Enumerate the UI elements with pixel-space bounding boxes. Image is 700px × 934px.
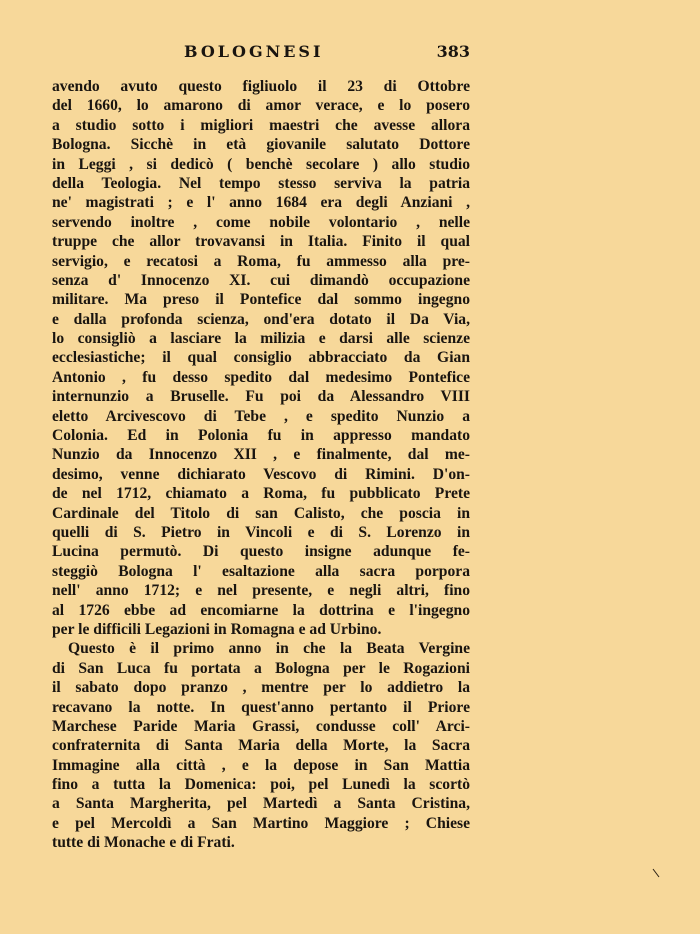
text-line: senza d' Innocenzo XI. cui dimandò occupazione (52, 271, 470, 289)
text-line: desimo, venne dichiarato Vescovo di Rimini. D'on- (52, 465, 470, 483)
text-line: ecclesiastiche; il qual consiglio abbracciato da Gian (52, 349, 470, 367)
text-line: Marchese Paride Maria Grassi, condusse coll' Arci- (52, 717, 470, 735)
text-line: Immagine alla città , e la depose in San Mattia (52, 756, 470, 774)
text-line: internunzio a Bruselle. Fu poi da Alessandro VIII (52, 388, 470, 406)
text-line: avendo avuto questo figliuolo il 23 di Ottobre (52, 78, 470, 95)
text-line: a studio sotto i migliori maestri che avesse allora (52, 116, 470, 134)
text-line: de nel 1712, chiamato a Roma, fu pubblicato Prete (52, 485, 470, 503)
text-line: quelli di S. Pietro in Vincoli e di S. Lorenzo in (52, 523, 470, 541)
text-line: truppe che allor trovavansi in Italia. Finito il qual (52, 233, 470, 251)
text-line: per le difficili Legazioni in Romagna e ad Urbino. (52, 620, 382, 638)
text-line: Bologna. Sicchè in età giovanile salutato Dottore (52, 136, 470, 154)
text-line: Colonia. Ed in Polonia fu in appresso mandato (52, 427, 470, 445)
text-line: tutte di Monache e di Frati. (52, 834, 235, 852)
text-line: e pel Mercoldì a San Martino Maggiore ; Chiese (52, 814, 470, 832)
text-line: del 1660, lo amarono di amor verace, e lo posero (52, 97, 470, 115)
text-line: in Leggi , si dedicò ( benchè secolare ) allo studio (52, 155, 470, 173)
running-title: BOLOGNESI (184, 42, 324, 61)
page-header (52, 42, 470, 64)
text-line: steggiò Bologna l' esaltazione alla sacra porpora (52, 562, 470, 580)
page-number: 383 (436, 42, 470, 61)
text-line: Antonio , fu desso spedito dal medesimo Pontefice (52, 368, 470, 386)
text-line: al 1726 ebbe ad encomiarne la dottrina e l'ingegno (52, 601, 470, 619)
text-line: Lucina permutò. Di questo insigne adunque fe- (52, 543, 470, 561)
text-line: Cardinale del Titolo di san Calisto, che poscia in (52, 504, 470, 522)
body-text (52, 77, 470, 853)
text-line: lo consigliò a lasciare la milizia e darsi alle scienze (52, 330, 470, 348)
text-line: ne' magistrati ; e l' anno 1684 era degli Anziani , (52, 194, 470, 212)
text-line: di San Luca fu portata a Bologna per le Rogazioni (52, 659, 470, 677)
text-line: fino a tutta la Domenica: poi, pel Lunedì la scortò (52, 776, 470, 794)
text-line: il sabato dopo pranzo , mentre per lo addietro la (52, 679, 470, 697)
text-line: eletto Arcivescovo di Tebe , e spedito Nunzio a (52, 407, 470, 425)
ink-mark (652, 868, 660, 878)
text-line: servigio, e recatosi a Roma, fu ammesso alla pre- (52, 252, 470, 270)
text-line: a Santa Margherita, pel Martedì a Santa Cristina, (52, 795, 470, 813)
text-line: Nunzio da Innocenzo XII , e finalmente, dal me- (52, 446, 470, 464)
text-line: Questo è il primo anno in che la Beata Vergine (68, 640, 470, 658)
text-line: e dalla profonda scienza, ond'era dotato il Da Via, (52, 310, 470, 328)
text-line: della Teologia. Nel tempo stesso serviva la patria (52, 174, 470, 192)
text-line: recavano la notte. In quest'anno pertanto il Priore (52, 698, 470, 716)
text-line: confraternita di Santa Maria della Morte, la Sacra (52, 737, 470, 755)
text-line: nell' anno 1712; e nel presente, e negli altri, fino (52, 582, 470, 600)
text-line: militare. Ma preso il Pontefice dal sommo ingegno (52, 291, 470, 309)
text-line: servendo inoltre , come nobile volontario , nelle (52, 213, 470, 231)
